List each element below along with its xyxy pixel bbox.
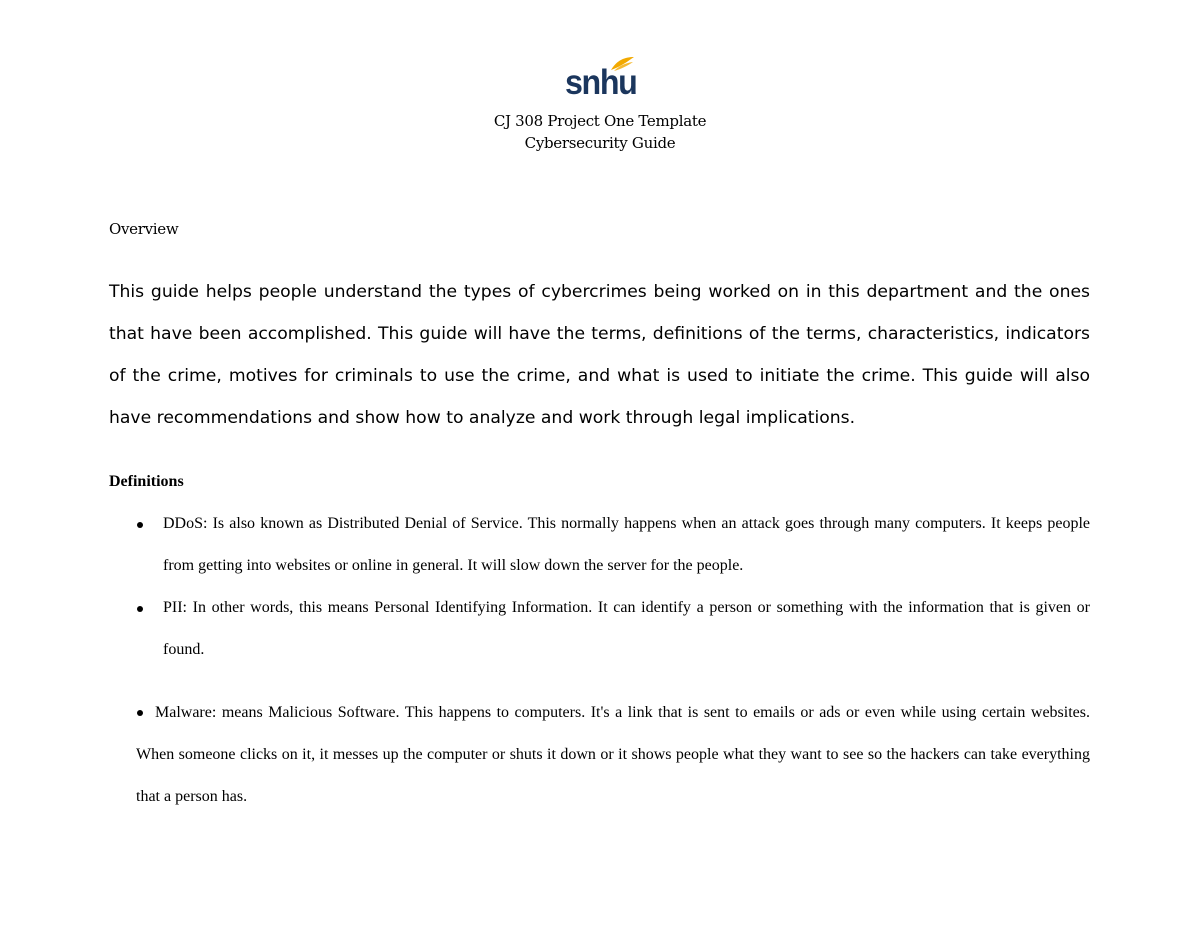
definition-pii: PII: In other words, this means Personal Identifying Information. It can identify a person or something with the information that is given or found. [163,599,1090,658]
snhu-logo [565,56,635,102]
overview-paragraph: This guide helps people understand the types of cybercrimes being worked on in this department and the ones that have been accomplished. This guide will have the terms, definitions of the terms, characteristics, indicators of the crime, motives for criminals to use the crime, and what is used to initiate the crime. This guide will also have recommendations and show how to analyze and work through legal implications. [109,282,1090,428]
title-line-1: CJ 308 Project One Template [493,112,707,130]
title-line-2: Cybersecurity Guide [524,134,676,152]
document-title [0,110,1200,154]
definitions-heading: Definitions [109,473,184,490]
bullet-icon [137,522,143,528]
logo-wordmark: snhu [565,63,637,102]
bullet-icon [137,606,143,612]
definition-ddos: DDoS: Is also known as Distributed Denial of Service. This normally happens when an attack goes through many computers. It keeps people from getting into websites or online in general. It will slow down the server for the people. [163,515,1090,574]
overview-heading: Overview [109,220,179,238]
definition-malware: Malware: means Malicious Software. This happens to computers. It's a link that is sent to emails or ads or even while using certain websites. When someone clicks on it, it messes up the computer or shuts it down or it shows people what they want to see so the hackers can take everything that a person has. [136,704,1090,805]
